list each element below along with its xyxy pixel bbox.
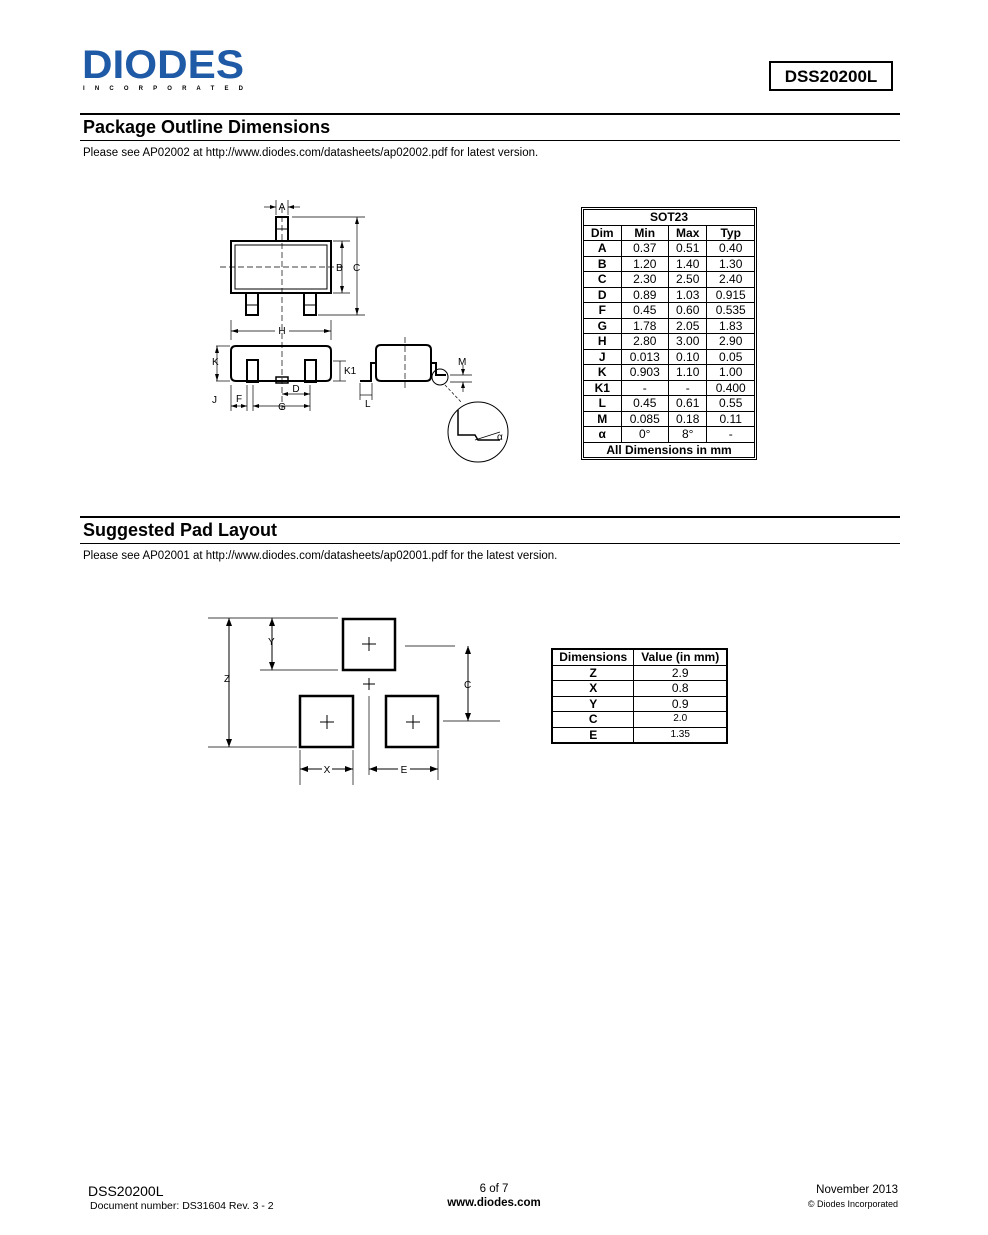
value-cell: 0.51	[668, 241, 706, 257]
value-cell: 1.30	[707, 256, 755, 272]
dim-cell: A	[584, 241, 622, 257]
dim-cell: Z	[553, 665, 634, 681]
table-row	[584, 349, 755, 365]
bottom-lead-left	[246, 293, 258, 315]
sot23-table-title: SOT23	[584, 210, 755, 226]
table-row	[584, 365, 755, 381]
value-cell: 0.40	[707, 241, 755, 257]
dim-cell: L	[584, 396, 622, 412]
value-cell: 1.20	[621, 256, 668, 272]
table-row	[584, 380, 755, 396]
pad-dimension-table	[552, 649, 727, 743]
dim-cell: K	[584, 365, 622, 381]
value-cell: -	[707, 427, 755, 443]
pad-col-header-dimensions: Dimensions	[553, 650, 634, 666]
label-d: D	[292, 384, 300, 395]
value-cell: 1.40	[668, 256, 706, 272]
value-cell: -	[668, 380, 706, 396]
value-cell: 0.11	[707, 411, 755, 427]
dim-cell: F	[584, 303, 622, 319]
footer-part-number: DSS20200L	[88, 1183, 164, 1199]
value-cell: 0.37	[621, 241, 668, 257]
label-m: M	[458, 357, 467, 368]
table-row	[553, 727, 727, 743]
value-cell: 0.013	[621, 349, 668, 365]
col-header-min: Min	[621, 225, 668, 241]
dim-cell: D	[584, 287, 622, 303]
dim-cell: α	[584, 427, 622, 443]
value-cell: 2.30	[621, 272, 668, 288]
table-row	[584, 427, 755, 443]
value-cell: 2.40	[707, 272, 755, 288]
dim-cell: C	[553, 712, 634, 728]
sot23-table-footer: All Dimensions in mm	[584, 442, 755, 458]
value-cell: 2.90	[707, 334, 755, 350]
table-row	[584, 303, 755, 319]
dim-cell: G	[584, 318, 622, 334]
pad-label-c: C	[464, 680, 472, 691]
dim-cell: M	[584, 411, 622, 427]
value-cell: 1.35	[634, 727, 727, 743]
value-cell: 0.45	[621, 303, 668, 319]
value-cell: 8°	[668, 427, 706, 443]
table-row	[584, 256, 755, 272]
pad-section-rule-top	[80, 516, 900, 518]
value-cell: 0°	[621, 427, 668, 443]
footer-doc-number: Document number: DS31604 Rev. 3 - 2	[90, 1200, 274, 1212]
value-cell: 0.915	[707, 287, 755, 303]
value-cell: 0.55	[707, 396, 755, 412]
dim-cell: C	[584, 272, 622, 288]
value-cell: 0.085	[621, 411, 668, 427]
label-a: A	[278, 202, 286, 213]
pad-section-rule-bottom	[80, 543, 900, 544]
value-cell: 0.18	[668, 411, 706, 427]
table-row	[584, 272, 755, 288]
logo-subtext: I N C O R P O R A T E D	[83, 86, 243, 92]
table-row	[584, 334, 755, 350]
bottom-lead-right	[304, 293, 316, 315]
col-header-max: Max	[668, 225, 706, 241]
table-row	[584, 287, 755, 303]
pad-label-z: Z	[224, 674, 231, 685]
dim-cell: Y	[553, 696, 634, 712]
value-cell: 0.9	[634, 696, 727, 712]
table-row	[553, 665, 727, 681]
col-header-typ: Typ	[707, 225, 755, 241]
outline-title: Package Outline Dimensions	[83, 117, 331, 137]
value-cell: 3.00	[668, 334, 706, 350]
value-cell: 0.61	[668, 396, 706, 412]
pad-label-y: Y	[268, 637, 275, 648]
label-c: C	[353, 263, 361, 274]
pad-note: Please see AP02001 at http://www.diodes.com/datasheets/ap02001.pdf for the latest version.	[83, 550, 558, 562]
outline-note: Please see AP02002 at http://www.diodes.com/datasheets/ap02002.pdf for latest version.	[83, 147, 539, 159]
pad-layout-drawing	[200, 610, 472, 790]
table-row	[553, 712, 727, 728]
label-k1: K1	[344, 366, 357, 377]
value-cell: 1.00	[707, 365, 755, 381]
pad-label-x: X	[323, 765, 331, 776]
table-row	[584, 318, 755, 334]
section-rule-bottom	[80, 140, 900, 141]
value-cell: 0.903	[621, 365, 668, 381]
value-cell: 0.10	[668, 349, 706, 365]
value-cell: 1.03	[668, 287, 706, 303]
label-alpha: α	[497, 432, 503, 443]
section-rule-top	[80, 113, 900, 115]
footer-copyright: © Diodes Incorporated	[807, 1199, 898, 1209]
label-h: H	[278, 326, 286, 337]
label-f: F	[235, 394, 243, 405]
logo-wordmark: DIODES	[82, 43, 244, 87]
value-cell: 2.80	[621, 334, 668, 350]
value-cell: 1.10	[668, 365, 706, 381]
end-view-body	[376, 345, 431, 381]
value-cell: -	[621, 380, 668, 396]
dim-cell: E	[553, 727, 634, 743]
dim-cell: B	[584, 256, 622, 272]
footer-url[interactable]: www.diodes.com	[447, 1197, 541, 1209]
value-cell: 0.8	[634, 681, 727, 697]
sot23-outline-drawing	[200, 195, 520, 470]
footer-date: November 2013	[816, 1184, 898, 1196]
value-cell: 1.83	[707, 318, 755, 334]
value-cell: 0.05	[707, 349, 755, 365]
value-cell: 0.45	[621, 396, 668, 412]
diodes-logo	[82, 44, 252, 94]
dim-cell: K1	[584, 380, 622, 396]
value-cell: 2.05	[668, 318, 706, 334]
footer-page-number: 6 of 7	[479, 1183, 509, 1195]
part-number-box: DSS20200L	[769, 61, 893, 91]
sot23-dimension-table	[583, 209, 755, 458]
value-cell: 0.535	[707, 303, 755, 319]
col-header-dim: Dim	[584, 225, 622, 241]
value-cell: 1.78	[621, 318, 668, 334]
pad-title: Suggested Pad Layout	[83, 520, 278, 540]
dim-cell: J	[584, 349, 622, 365]
table-row	[553, 681, 727, 697]
label-k: K	[212, 357, 219, 368]
table-row	[584, 396, 755, 412]
label-b: B	[336, 263, 343, 274]
label-l: L	[365, 399, 371, 410]
value-cell: 0.400	[707, 380, 755, 396]
label-g: G	[278, 402, 286, 413]
table-row	[584, 241, 755, 257]
label-j: J	[212, 395, 217, 406]
pad-col-header-value: Value (in mm)	[634, 650, 727, 666]
value-cell: 2.9	[634, 665, 727, 681]
dim-cell: X	[553, 681, 634, 697]
table-row	[553, 696, 727, 712]
table-row	[584, 411, 755, 427]
dim-cell: H	[584, 334, 622, 350]
value-cell: 0.60	[668, 303, 706, 319]
value-cell: 2.0	[634, 712, 727, 728]
value-cell: 2.50	[668, 272, 706, 288]
pad-label-e: E	[400, 765, 408, 776]
value-cell: 0.89	[621, 287, 668, 303]
